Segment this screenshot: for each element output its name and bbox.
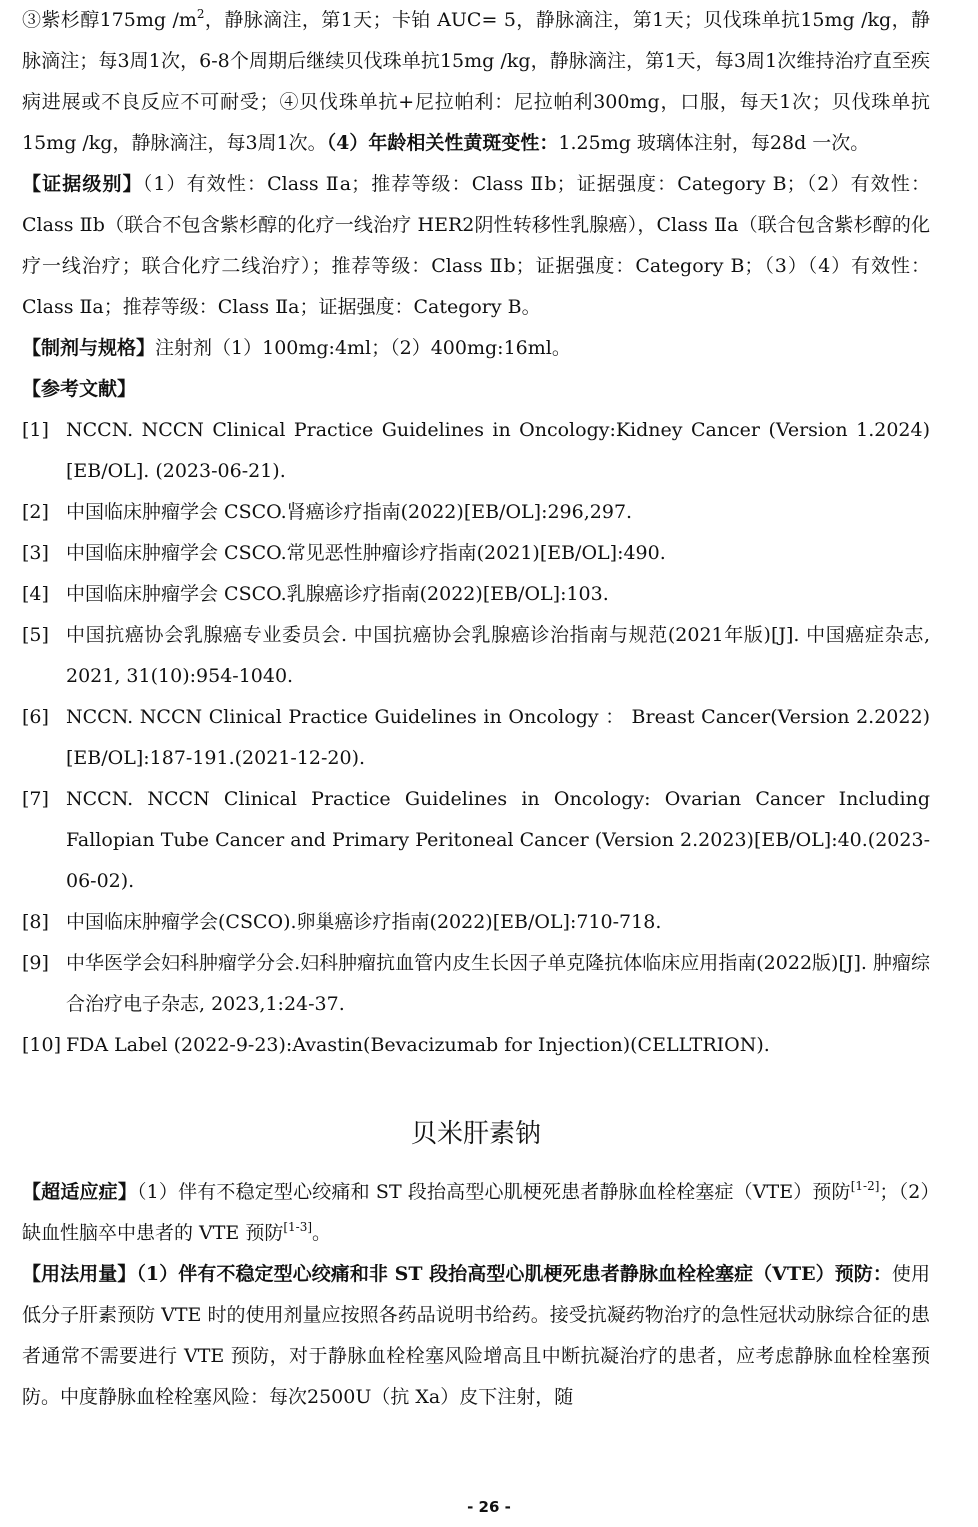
reference-item: [4] 中国临床肿瘤学会 CSCO.乳腺癌诊疗指南(2022)[EB/OL]:103. (22, 583, 609, 605)
reference-list (22, 410, 930, 1066)
reference-item: [9] 中华医学会妇科肿瘤学分会.妇科肿瘤抗血管内皮生长因子单克隆抗体临床应用指南(2022版)[J]. 肿瘤综合治疗电子杂志, 2023,1:24-37. (22, 952, 930, 1015)
off-label-indication: 【超适应症】（1）伴有不稳定型心绞痛和 ST 段抬高型心肌梗死患者静脉血栓栓塞症（VTE）预防[1-2]；（2）缺血性脑卒中患者的 VTE 预防[1-3]。 (22, 1179, 930, 1244)
usage-label: 【用法用量】 (22, 1263, 137, 1285)
usage-dosage: 【用法用量】（1）伴有不稳定型心绞痛和非 ST 段抬高型心肌梗死患者静脉血栓栓塞症（VTE）预防：使用低分子肝素预防 VTE 时的使用剂量应按照各药品说明书给药。接受抗凝药物治疗的急性冠状动脉综合征的患者通常不需要进行 VTE 预防，对于静脉血栓栓塞风险增高且中断抗凝治疗的患者，应考虑静脉血栓栓塞预防。中度静脉血栓栓塞风险：每次2500U（抗 Xa）皮下注射，随 (22, 1263, 930, 1408)
evidence-label: 【证据级别】 (22, 173, 143, 195)
reference-item: [8] 中国临床肿瘤学会(CSCO).卵巢癌诊疗指南(2022)[EB/OL]:710-718. (22, 911, 662, 933)
reference-item: [5] 中国抗癌协会乳腺癌专业委员会. 中国抗癌协会乳腺癌诊治指南与规范(2021年版)[J]. 中国癌症杂志, 2021, 31(10):954-1040. (22, 624, 930, 687)
document-page (22, 0, 930, 1418)
formulation: 【制剂与规格】注射剂（1）100mg:4ml；（2）400mg:16ml。 (22, 337, 571, 359)
reference-item: [1] NCCN. NCCN Clinical Practice Guidelines in Oncology:Kidney Cancer (Version 1.2024)[EB/OL]. (2023-06-21). (22, 419, 930, 482)
reference-item: [10] FDA Label (2022-9-23):Avastin(Bevacizumab for Injection)(CELLTRION). (22, 1034, 770, 1056)
evidence-level: 【证据级别】（1）有效性：Class Ⅱa；推荐等级：Class Ⅱb；证据强度：Category B；（2）有效性：Class Ⅱb（联合不包含紫杉醇的化疗一线治疗 HER2阴性转移性乳腺癌），Class Ⅱa（联合包含紫杉醇的化疗一线治疗；联合化疗二线治疗）；推荐等级：Class Ⅱb；证据强度：Category B；（3）（4）有效性：Class Ⅱa；推荐等级：Class Ⅱa；证据强度：Category B。 (22, 173, 930, 318)
reference-item: [2] 中国临床肿瘤学会 CSCO.肾癌诊疗指南(2022)[EB/OL]:296,297. (22, 501, 633, 523)
reference-item: [3] 中国临床肿瘤学会 CSCO.常见恶性肿瘤诊疗指南(2021)[EB/OL]:490. (22, 542, 666, 564)
references-heading: 【参考文献】 (22, 378, 137, 400)
drug-title: 贝米肝素钠 (410, 1119, 541, 1149)
dosage-continuation: ③紫杉醇175mg $/m^2$，静脉滴注，第1天；卡铂 AUC= 5，静脉滴注，第1天；贝伐珠单抗15mg /kg，静脉滴注；每3周1次，6-8个周期后继续贝伐珠单抗15mg /kg，静脉滴注，第1天，每3周1次维持治疗直至疾病进展或不良反应不可耐受；④贝伐珠单抗+尼拉帕利：尼拉帕利300mg，口服，每天1次；贝伐珠单抗15mg /kg，静脉滴注，每3周1次。（4）年龄相关性黄斑变性：1.25mg 玻璃体注射，每28d 一次。 (22, 7, 930, 154)
reference-item: [6] NCCN. NCCN Clinical Practice Guidelines in Oncology ： Breast Cancer(Version 2.2022) [EB/OL]:187-191.(2021-12-20). (22, 706, 930, 769)
page-number: - 26 - (467, 1498, 511, 1516)
formulation-label: 【制剂与规格】 (22, 337, 156, 359)
indication-label: 【超适应症】 (22, 1181, 137, 1203)
reference-item: [7] NCCN. NCCN Clinical Practice Guidelines in Oncology: Ovarian Cancer Including Fallopian Tube Cancer and Primary Peritoneal Cancer (Version 2.2023)[EB/OL]:40.(2023-06-02). (22, 788, 930, 892)
